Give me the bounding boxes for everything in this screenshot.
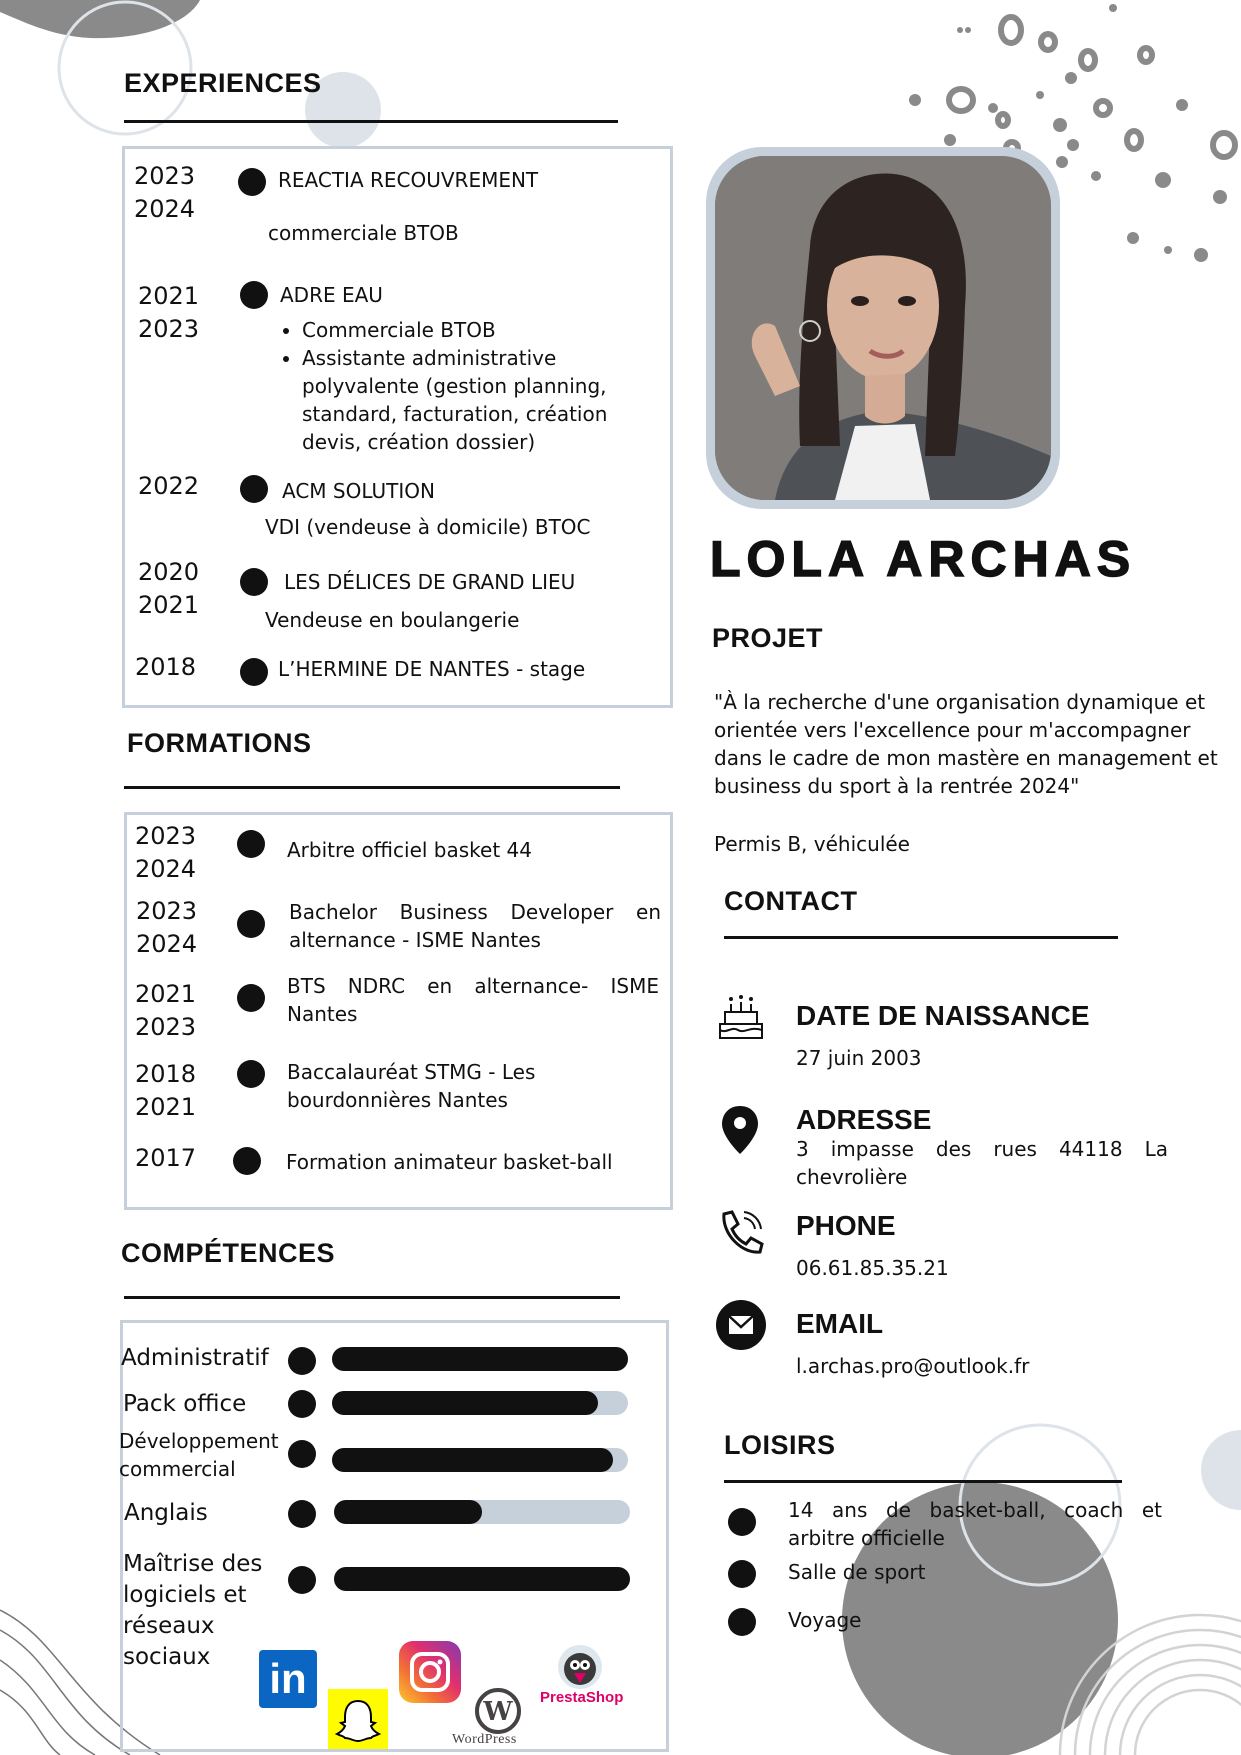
right-edge-dot <box>1201 1430 1241 1510</box>
formation-year: 2023 2024 <box>135 822 197 883</box>
skill-bar-fill <box>332 1347 628 1371</box>
snapchat-logo <box>328 1689 388 1749</box>
experience-year: 2022 <box>138 472 200 500</box>
formation-text: Formation animateur basket-ball <box>286 1150 613 1174</box>
list-item: • Assistante administrative polyvalente (gestion planning, standard, facturation, création devis, création dossier) <box>302 344 672 456</box>
bullet-dot <box>237 984 265 1012</box>
bullet-dot <box>288 1500 316 1528</box>
loisir-item: 14 ans de basket-ball, coach et arbitre officielle <box>788 1498 1162 1550</box>
formations-heading: FORMATIONS <box>127 728 312 758</box>
birth-value: 27 juin 2003 <box>796 1046 922 1070</box>
projet-heading: PROJET <box>712 623 824 653</box>
skill-bar-fill <box>332 1448 613 1472</box>
formation-year: 2023 2024 <box>136 897 198 958</box>
prestashop-wordmark: PrestaShop <box>540 1689 624 1706</box>
dots-pattern <box>949 17 1235 157</box>
wordpress-icon <box>474 1687 522 1735</box>
instagram-logo <box>399 1641 461 1703</box>
prestashop-puffin-icon <box>556 1643 604 1691</box>
bullet-dot <box>237 830 265 858</box>
linkedin-logo: in <box>259 1650 317 1708</box>
skill-bar-fill <box>332 1391 598 1415</box>
experiences-rule <box>124 120 618 123</box>
loisir-item: Salle de sport <box>788 1560 926 1584</box>
email-icon <box>716 1300 766 1350</box>
skill-label: Maîtrise des logiciels et réseaux sociaux <box>123 1551 263 1670</box>
instagram-camera-icon <box>399 1641 461 1703</box>
experience-role: commerciale BTOB <box>268 221 459 245</box>
bullet-dot <box>240 475 268 503</box>
bullet-dot <box>728 1608 756 1636</box>
experience-company: ADRE EAU <box>280 283 383 307</box>
experience-year: 2021 2023 <box>138 282 200 343</box>
wordpress-logo <box>474 1687 522 1735</box>
experience-year: 2023 2024 <box>134 162 196 223</box>
formation-text: Arbitre officiel basket 44 <box>287 838 532 862</box>
experience-bullets <box>278 316 672 456</box>
experience-company: REACTIA RECOUVREMENT <box>278 168 539 192</box>
bullet-dot <box>237 910 265 938</box>
formation-year: 2017 <box>135 1144 197 1172</box>
experience-year: 2018 <box>135 653 197 681</box>
address-value: 3 impasse des rues 44118 La chevrolière <box>796 1137 1168 1189</box>
skill-bar <box>334 1567 630 1591</box>
bullet-dot <box>288 1347 316 1375</box>
bullet-dot <box>288 1566 316 1594</box>
contact-heading: CONTACT <box>724 886 858 916</box>
formation-year: 2018 2021 <box>135 1060 197 1121</box>
experience-company: L’HERMINE DE NANTES - stage <box>278 657 586 681</box>
skill-bar <box>332 1391 628 1415</box>
bullet-dot <box>240 568 268 596</box>
bullet-dot <box>288 1390 316 1418</box>
formation-text: BTS NDRC en alternance- ISME Nantes <box>287 974 659 1026</box>
cake-icon <box>716 990 766 1042</box>
loisirs-heading: LOISIRS <box>724 1430 836 1460</box>
contact-rule <box>724 936 1118 939</box>
skill-label: Administratif <box>121 1345 269 1371</box>
bullet-dot <box>233 1147 261 1175</box>
experience-role: VDI (vendeuse à domicile) BTOC <box>265 515 591 539</box>
bullet-dot <box>237 1060 265 1088</box>
email-label: EMAIL <box>796 1308 884 1339</box>
experience-company: LES DÉLICES DE GRAND LIEU <box>284 570 576 594</box>
formation-text: Bachelor Business Developer en alternance - ISME Nantes <box>289 900 661 952</box>
snapchat-ghost-icon <box>328 1689 388 1749</box>
portrait-illustration <box>715 156 1051 500</box>
birth-label: DATE DE NAISSANCE <box>796 1000 1090 1031</box>
skill-label: Développement commercial <box>119 1429 279 1481</box>
formation-text: Baccalauréat STMG - Les bourdonnières Nantes <box>287 1060 536 1112</box>
experiences-heading: EXPERIENCES <box>124 68 322 98</box>
phone-icon <box>716 1208 766 1258</box>
skill-label: Anglais <box>124 1500 208 1526</box>
formations-rule <box>124 786 620 789</box>
skill-bar-fill <box>334 1500 482 1524</box>
wordpress-wordmark: WordPress <box>452 1732 517 1747</box>
skill-bar <box>332 1347 628 1371</box>
bullet-dot <box>238 168 266 196</box>
projet-text: "À la recherche d'une organisation dynamique et orientée vers l'excellence pour m'accompagner dans le cadre de mon mastère en management et business du sport à la rentrée 2024" <box>714 690 1218 798</box>
skill-bar-fill <box>334 1567 630 1591</box>
prestashop-logo <box>556 1643 604 1691</box>
competences-heading: COMPÉTENCES <box>121 1238 336 1268</box>
loisir-item: Voyage <box>788 1608 862 1632</box>
email-value: l.archas.pro@outlook.fr <box>796 1354 1030 1378</box>
skill-bar <box>334 1500 630 1524</box>
bullet-dot <box>728 1508 756 1536</box>
list-item: • Commerciale BTOB <box>302 316 672 344</box>
skill-label: Pack office <box>123 1391 247 1417</box>
phone-label: PHONE <box>796 1210 896 1241</box>
location-pin-icon <box>720 1104 760 1156</box>
competences-rule <box>124 1296 620 1299</box>
experience-company: ACM SOLUTION <box>282 479 435 503</box>
bullet-dot <box>728 1560 756 1588</box>
bullet-dot <box>288 1440 316 1468</box>
address-label: ADRESSE <box>796 1104 932 1135</box>
permis-text: Permis B, véhiculée <box>714 832 910 856</box>
photo-frame <box>706 147 1060 509</box>
bullet-dot <box>240 281 268 309</box>
experience-role: Vendeuse en boulangerie <box>265 608 520 632</box>
experience-year: 2020 2021 <box>138 558 200 619</box>
bullet-dot <box>240 658 268 686</box>
phone-value: 06.61.85.35.21 <box>796 1256 949 1280</box>
profile-photo <box>715 156 1051 500</box>
svg-text:W: W <box>483 1697 513 1727</box>
formation-year: 2021 2023 <box>135 980 197 1041</box>
person-name: LOLA ARCHAS <box>710 531 1137 587</box>
loisirs-rule <box>724 1480 1122 1483</box>
skill-bar <box>332 1448 628 1472</box>
